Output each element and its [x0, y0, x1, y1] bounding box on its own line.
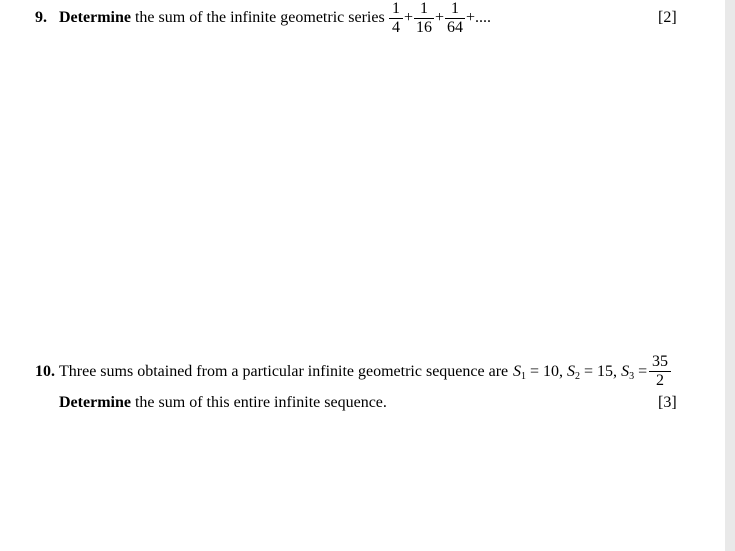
- q10-instruction: [59, 394, 387, 412]
- q9-fraction-2-denominator: 16: [416, 19, 432, 36]
- q9-fraction-3-denominator: 64: [447, 19, 463, 36]
- q9-fraction-1-numerator: 1: [392, 0, 400, 17]
- q10-s3-fraction-denominator: 2: [656, 372, 664, 389]
- q10-marks: [3]: [658, 394, 677, 411]
- q9-fraction-3-numerator: 1: [451, 0, 459, 17]
- q9-fraction-3: [445, 1, 465, 36]
- q9-plus-1: +: [404, 9, 414, 26]
- q10-s2-variable: S: [567, 363, 576, 380]
- q10-s1-subscript: 1: [521, 371, 526, 382]
- q9-fraction-1: [389, 1, 403, 36]
- q10-s1-variable: S: [513, 363, 521, 380]
- q9-keyword: Determine: [59, 9, 131, 26]
- q9-fraction-1-denominator: 4: [392, 19, 400, 36]
- q9-fraction-2: [414, 1, 434, 36]
- q10-prompt: Three sums obtained from a particular infinite geometric sequence are: [59, 363, 509, 380]
- q10-s2-value: = 15,: [580, 363, 618, 380]
- q10-sums: [513, 363, 647, 386]
- q9-prompt: [59, 9, 385, 27]
- q9-text: the sum of the infinite geometric series: [134, 9, 385, 26]
- q9-fraction-2-numerator: 1: [420, 0, 428, 17]
- q9-number: 9.: [35, 9, 47, 26]
- q10-number: 10.: [35, 363, 55, 380]
- q10-s3-equals: =: [638, 363, 648, 380]
- page-scrollbar-track[interactable]: [725, 0, 735, 551]
- q10-s3-fraction-numerator: 35: [652, 353, 668, 370]
- q9-ellipsis: +....: [466, 9, 492, 26]
- q9-plus-2: +: [435, 9, 445, 26]
- q10-keyword: Determine: [59, 394, 131, 411]
- q10-s2-subscript: 2: [575, 371, 581, 382]
- q10-s1-value: = 10,: [526, 363, 564, 380]
- q10-s3-subscript: 3: [629, 371, 635, 382]
- q10-s3-variable: S: [621, 363, 630, 380]
- q10-instruction-text: the sum of this entire infinite sequence.: [134, 394, 387, 411]
- q10-s3-fraction: [649, 354, 671, 389]
- q9-marks: [2]: [658, 9, 677, 26]
